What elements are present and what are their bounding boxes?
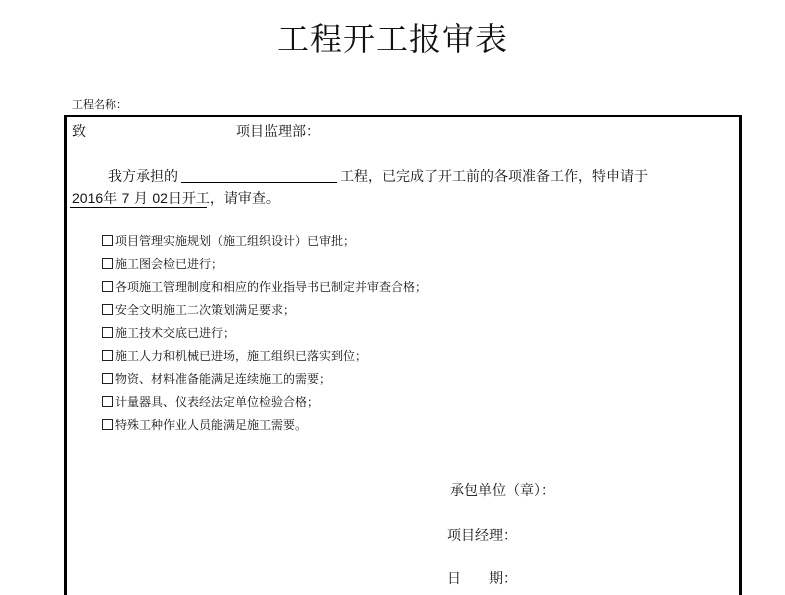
date-label: 日 期：: [447, 571, 517, 587]
checklist-item-label: 项目管理实施规划（施工组织设计）已审批；: [115, 234, 356, 248]
paragraph-end: 工程，已完成了开工前的各项准备工作，特申请于: [340, 169, 648, 185]
paragraph-line2-end: 日开工，请审查。: [167, 191, 280, 207]
checkbox[interactable]: [102, 258, 113, 269]
paragraph-start: 我方承担的: [108, 169, 178, 185]
checklist-item-label: 安全文明施工二次策划满足要求；: [115, 303, 296, 317]
checkbox[interactable]: [102, 281, 113, 292]
to-label: 致: [72, 124, 86, 140]
checkbox[interactable]: [102, 304, 113, 315]
start-year: 2016: [72, 190, 104, 206]
checklist-item-label: 施工图会检已进行；: [115, 257, 224, 271]
checkbox[interactable]: [102, 373, 113, 384]
paragraph-line-1: [108, 166, 648, 186]
checkbox[interactable]: [102, 419, 113, 430]
checklist-item: [102, 417, 427, 440]
checklist-item: [102, 371, 427, 394]
checklist-item: [102, 233, 427, 256]
checkbox[interactable]: [102, 235, 113, 246]
project-name-blank[interactable]: [181, 168, 337, 183]
checklist-item: [102, 302, 427, 325]
checklist-item-label: 计量器具、仪表经法定单位检验合格；: [115, 395, 320, 409]
checkbox[interactable]: [102, 350, 113, 361]
checklist-item-label: 物资、材料准备能满足连续施工的需要；: [115, 372, 332, 386]
checklist-item: [102, 348, 427, 371]
document-title: 工程开工报审表: [276, 20, 508, 58]
checklist: [102, 233, 427, 440]
start-day: 02: [152, 190, 168, 206]
start-month: 7: [121, 190, 130, 206]
project-name-label: 工程名称：: [72, 98, 127, 111]
checkbox[interactable]: [102, 396, 113, 407]
month-unit: 月: [133, 191, 148, 207]
project-manager-label: 项目经理：: [447, 528, 517, 544]
contractor-seal-label: 承包单位（章）：: [450, 483, 555, 499]
paragraph-line-2: [72, 188, 280, 208]
checklist-item: [102, 394, 427, 417]
checklist-item: [102, 279, 427, 302]
supervision-dept-label: 项目监理部：: [236, 124, 320, 140]
checklist-item-label: 施工人力和机械已进场，施工组织已落实到位；: [115, 349, 368, 363]
checklist-item: [102, 256, 427, 279]
checkbox[interactable]: [102, 327, 113, 338]
checklist-item-label: 特殊工种作业人员能满足施工需要。: [115, 418, 308, 432]
date-underline: [70, 207, 207, 208]
checklist-item: [102, 325, 427, 348]
checklist-item-label: 各项施工管理制度和相应的作业指导书已制定并审查合格；: [115, 280, 428, 294]
year-unit: 年: [103, 191, 118, 207]
checklist-item-label: 施工技术交底已进行；: [115, 326, 236, 340]
